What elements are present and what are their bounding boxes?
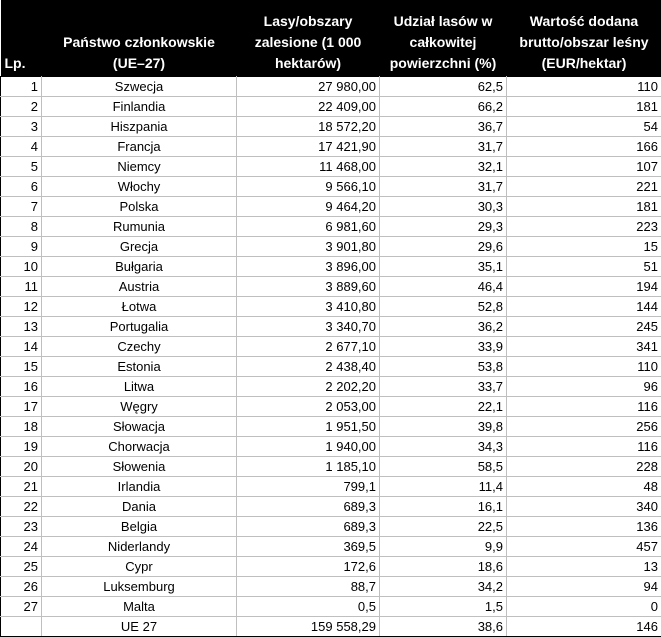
cell-gva: 181: [507, 197, 661, 217]
cell-forest-area: 3 340,70: [237, 317, 380, 337]
cell-gva: 457: [507, 537, 661, 557]
cell-lp: 4: [1, 137, 42, 157]
table-row: [1, 557, 661, 577]
total-row: [1, 617, 661, 637]
table-row: [1, 317, 661, 337]
cell-lp: 7: [1, 197, 42, 217]
cell-forest-share: 39,8: [380, 417, 507, 437]
cell-country: UE 27: [42, 617, 237, 637]
cell-forest-area: 3 410,80: [237, 297, 380, 317]
table-row: [1, 337, 661, 357]
cell-country: Litwa: [42, 377, 237, 397]
cell-lp: 10: [1, 257, 42, 277]
cell-lp: 6: [1, 177, 42, 197]
cell-gva: 0: [507, 597, 661, 617]
cell-forest-share: 18,6: [380, 557, 507, 577]
cell-country: Austria: [42, 277, 237, 297]
cell-forest-area: 9 464,20: [237, 197, 380, 217]
cell-country: Francja: [42, 137, 237, 157]
cell-gva: 116: [507, 397, 661, 417]
cell-forest-share: 16,1: [380, 497, 507, 517]
cell-country: Belgia: [42, 517, 237, 537]
cell-country: Chorwacja: [42, 437, 237, 457]
cell-gva: 15: [507, 237, 661, 257]
cell-country: Malta: [42, 597, 237, 617]
cell-lp: 15: [1, 357, 42, 377]
cell-forest-area: 88,7: [237, 577, 380, 597]
cell-forest-share: 46,4: [380, 277, 507, 297]
cell-forest-area: 22 409,00: [237, 97, 380, 117]
table-row: [1, 77, 661, 97]
table-row: [1, 537, 661, 557]
cell-lp: 24: [1, 537, 42, 557]
cell-forest-share: 29,3: [380, 217, 507, 237]
header-lp: Lp.: [1, 0, 42, 77]
cell-lp: 27: [1, 597, 42, 617]
cell-country: Polska: [42, 197, 237, 217]
cell-lp: 22: [1, 497, 42, 517]
cell-forest-share: 22,1: [380, 397, 507, 417]
cell-forest-share: 32,1: [380, 157, 507, 177]
cell-lp: 14: [1, 337, 42, 357]
cell-gva: 340: [507, 497, 661, 517]
cell-lp: 2: [1, 97, 42, 117]
cell-gva: 181: [507, 97, 661, 117]
cell-gva: 51: [507, 257, 661, 277]
cell-forest-area: 799,1: [237, 477, 380, 497]
cell-gva: 223: [507, 217, 661, 237]
cell-country: Rumunia: [42, 217, 237, 237]
cell-forest-share: 22,5: [380, 517, 507, 537]
cell-country: Włochy: [42, 177, 237, 197]
cell-forest-area: 689,3: [237, 497, 380, 517]
cell-forest-area: 0,5: [237, 597, 380, 617]
cell-forest-share: 36,2: [380, 317, 507, 337]
cell-country: Czechy: [42, 337, 237, 357]
table-body: [1, 77, 661, 637]
cell-lp: 1: [1, 77, 42, 97]
header-gva: Wartość dodana brutto/obszar leśny (EUR/hektar): [507, 0, 661, 77]
cell-country: Luksemburg: [42, 577, 237, 597]
cell-gva: 116: [507, 437, 661, 457]
cell-forest-share: 11,4: [380, 477, 507, 497]
cell-country: Niemcy: [42, 157, 237, 177]
cell-country: Dania: [42, 497, 237, 517]
cell-forest-share: 29,6: [380, 237, 507, 257]
cell-country: Węgry: [42, 397, 237, 417]
cell-forest-share: 66,2: [380, 97, 507, 117]
cell-gva: 110: [507, 357, 661, 377]
cell-forest-area: 17 421,90: [237, 137, 380, 157]
table-row: [1, 277, 661, 297]
cell-lp: 11: [1, 277, 42, 297]
table-row: [1, 197, 661, 217]
table-row: [1, 417, 661, 437]
cell-forest-share: 38,6: [380, 617, 507, 637]
cell-lp: 26: [1, 577, 42, 597]
cell-gva: 341: [507, 337, 661, 357]
cell-country: Grecja: [42, 237, 237, 257]
table-row: [1, 457, 661, 477]
cell-forest-area: 1 940,00: [237, 437, 380, 457]
cell-forest-area: 1 185,10: [237, 457, 380, 477]
cell-forest-area: 3 896,00: [237, 257, 380, 277]
table-row: [1, 357, 661, 377]
cell-gva: 13: [507, 557, 661, 577]
cell-gva: 94: [507, 577, 661, 597]
table-row: [1, 577, 661, 597]
cell-country: Finlandia: [42, 97, 237, 117]
cell-forest-area: 11 468,00: [237, 157, 380, 177]
cell-forest-area: 3 901,80: [237, 237, 380, 257]
cell-gva: 194: [507, 277, 661, 297]
cell-forest-share: 62,5: [380, 77, 507, 97]
cell-lp: 25: [1, 557, 42, 577]
cell-gva: 166: [507, 137, 661, 157]
cell-country: Niderlandy: [42, 537, 237, 557]
cell-lp: 21: [1, 477, 42, 497]
cell-gva: 48: [507, 477, 661, 497]
cell-country: Łotwa: [42, 297, 237, 317]
cell-country: Portugalia: [42, 317, 237, 337]
cell-lp: 16: [1, 377, 42, 397]
cell-forest-area: 2 677,10: [237, 337, 380, 357]
table-row: [1, 217, 661, 237]
table-row: [1, 257, 661, 277]
table-row: [1, 437, 661, 457]
table-row: [1, 377, 661, 397]
header-forest-area: Lasy/obszary zalesione (1 000 hektarów): [237, 0, 380, 77]
cell-country: Szwecja: [42, 77, 237, 97]
cell-forest-share: 36,7: [380, 117, 507, 137]
cell-gva: 54: [507, 117, 661, 137]
cell-gva: 144: [507, 297, 661, 317]
cell-gva: 96: [507, 377, 661, 397]
cell-gva: 146: [507, 617, 661, 637]
header-forest-share: Udział lasów w całkowitej powierzchni (%): [380, 0, 507, 77]
cell-lp: 5: [1, 157, 42, 177]
cell-forest-share: 31,7: [380, 177, 507, 197]
cell-lp: 13: [1, 317, 42, 337]
cell-forest-area: 2 202,20: [237, 377, 380, 397]
cell-country: Słowacja: [42, 417, 237, 437]
table-row: [1, 237, 661, 257]
cell-lp: 18: [1, 417, 42, 437]
cell-country: Irlandia: [42, 477, 237, 497]
cell-forest-area: 3 889,60: [237, 277, 380, 297]
cell-lp: 19: [1, 437, 42, 457]
cell-gva: 256: [507, 417, 661, 437]
table-row: [1, 517, 661, 537]
table-row: [1, 597, 661, 617]
cell-forest-share: 34,2: [380, 577, 507, 597]
cell-forest-area: 369,5: [237, 537, 380, 557]
cell-forest-share: 35,1: [380, 257, 507, 277]
cell-forest-share: 58,5: [380, 457, 507, 477]
cell-lp: 8: [1, 217, 42, 237]
cell-gva: 245: [507, 317, 661, 337]
cell-forest-share: 9,9: [380, 537, 507, 557]
table-row: [1, 397, 661, 417]
cell-lp: [1, 617, 42, 637]
cell-forest-area: 159 558,29: [237, 617, 380, 637]
cell-forest-share: 31,7: [380, 137, 507, 157]
table-row: [1, 157, 661, 177]
cell-lp: 17: [1, 397, 42, 417]
cell-country: Słowenia: [42, 457, 237, 477]
table-row: [1, 477, 661, 497]
cell-country: Estonia: [42, 357, 237, 377]
cell-lp: 20: [1, 457, 42, 477]
cell-forest-share: 53,8: [380, 357, 507, 377]
header-country: Państwo członkowskie (UE–27): [42, 0, 237, 77]
table-header: [1, 0, 661, 77]
cell-gva: 136: [507, 517, 661, 537]
table-row: [1, 497, 661, 517]
cell-forest-share: 52,8: [380, 297, 507, 317]
table-row: [1, 297, 661, 317]
cell-forest-area: 172,6: [237, 557, 380, 577]
cell-forest-area: 2 438,40: [237, 357, 380, 377]
cell-forest-area: 6 981,60: [237, 217, 380, 237]
cell-lp: 23: [1, 517, 42, 537]
cell-forest-area: 9 566,10: [237, 177, 380, 197]
cell-forest-area: 2 053,00: [237, 397, 380, 417]
table-row: [1, 97, 661, 117]
table-row: [1, 137, 661, 157]
cell-forest-share: 34,3: [380, 437, 507, 457]
cell-forest-area: 27 980,00: [237, 77, 380, 97]
cell-forest-area: 18 572,20: [237, 117, 380, 137]
cell-forest-share: 33,7: [380, 377, 507, 397]
cell-forest-share: 1,5: [380, 597, 507, 617]
cell-gva: 221: [507, 177, 661, 197]
cell-country: Bułgaria: [42, 257, 237, 277]
cell-country: Hiszpania: [42, 117, 237, 137]
cell-gva: 110: [507, 77, 661, 97]
cell-gva: 107: [507, 157, 661, 177]
table-row: [1, 117, 661, 137]
cell-forest-share: 30,3: [380, 197, 507, 217]
cell-lp: 12: [1, 297, 42, 317]
cell-lp: 3: [1, 117, 42, 137]
cell-country: Cypr: [42, 557, 237, 577]
cell-forest-share: 33,9: [380, 337, 507, 357]
table-row: [1, 177, 661, 197]
header-row: [1, 0, 661, 77]
cell-gva: 228: [507, 457, 661, 477]
cell-forest-area: 689,3: [237, 517, 380, 537]
cell-lp: 9: [1, 237, 42, 257]
cell-forest-area: 1 951,50: [237, 417, 380, 437]
